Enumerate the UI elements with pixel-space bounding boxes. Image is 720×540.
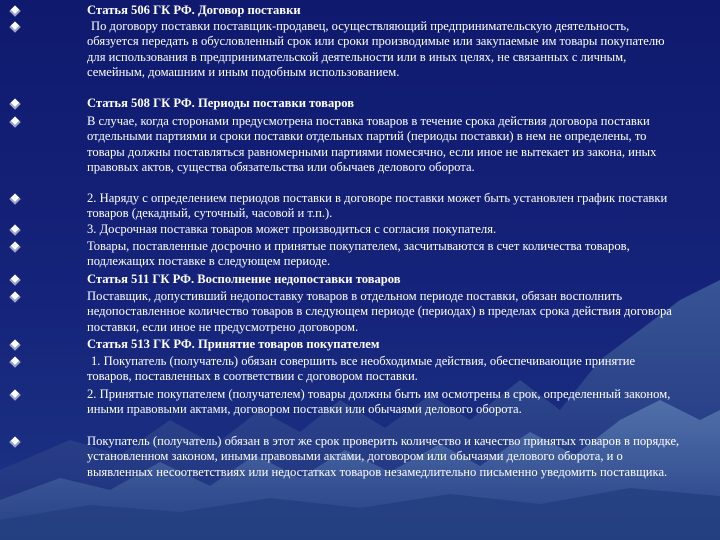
diamond-bullet-icon [9,356,20,367]
item-text: Статья 511 ГК РФ. Восполнение недопоставки товаров [87,272,401,286]
diamond-bullet-icon [9,339,20,350]
item-text: Статья 508 ГК РФ. Периоды поставки товаров [87,96,355,110]
diamond-bullet-icon [9,5,20,16]
diamond-bullet-icon [9,241,20,252]
diamond-bullet-icon [9,98,20,109]
diamond-bullet-icon [9,389,20,400]
item-text: Поставщик, допустивший недопоставку товаров в отдельном периоде поставки, обязан восполнить недопоставленное количество товаров в следующем периоде (периодах) в пределах срока действия договора поставки, если иное не предусмотрено договором. [87,289,672,334]
item-text: Статья 513 ГК РФ. Принятие товаров покупателем [87,337,380,351]
diamond-bullet-icon [9,436,20,447]
item-text: Покупатель (получатель) обязан в этот же срок проверить количество и качество принятых товаров в порядке, установленном законом, иными правовыми актами, договором или обычаями делового оборота, и о выявленных несоответствиях или недостатках товаров незамедлительно письменно уведомить поставщика. [87,434,680,479]
item-text: 2. Принятые покупателем (получателем) товары должны быть им осмотрены в срок, определенный законом, иными правовыми актами, договором поставки или обычаями делового оборота. [87,387,671,417]
item-text: В случае, когда сторонами предусмотрена поставка товаров в течение срока действия договора поставки отдельными партиями и сроки поставки отдельных партий (периоды поставки) в нем не определены, то товары должны поставляться равномерными партиями помесячно, если иное не вытекает из закона, иных правовых актов, существа обязательства или обычаев делового оборота. [87,114,657,175]
diamond-bullet-icon [9,193,20,204]
diamond-bullet-icon [9,116,20,127]
item-text: По договору поставки поставщик-продавец, осуществляющий предпринимательскую деятельность, обязуется передать в обусловленный срок или сроки производимые или закупаемые им товары покупателю для использования в предпринимательской деятельности или в иных целях, не связанных с личным, семейным, домашним и иным подобным использованием. [87,19,665,80]
diamond-bullet-icon [9,274,20,285]
item-text: 3. Досрочная поставка товаров может производиться с согласия покупателя. [87,222,497,236]
item-text: Статья 506 ГК РФ. Договор поставки [87,3,301,17]
diamond-bullet-icon [9,224,20,235]
diamond-bullet-icon [9,291,20,302]
item-text: Товары, поставленные досрочно и принятые покупателем, засчитываются в счет количества товаров, подлежащих поставке в следующем периоде. [87,239,630,269]
diamond-bullet-icon [9,21,20,32]
item-text: 1. Покупатель (получатель) обязан совершить все необходимые действия, обеспечивающие принятие товаров, поставленных в соответствии с договором поставки. [87,354,636,384]
item-text: 2. Наряду с определением периодов поставки в договоре поставки может быть установлен график поставки товаров (декадный, суточный, часовой и т.п.). [87,191,668,221]
